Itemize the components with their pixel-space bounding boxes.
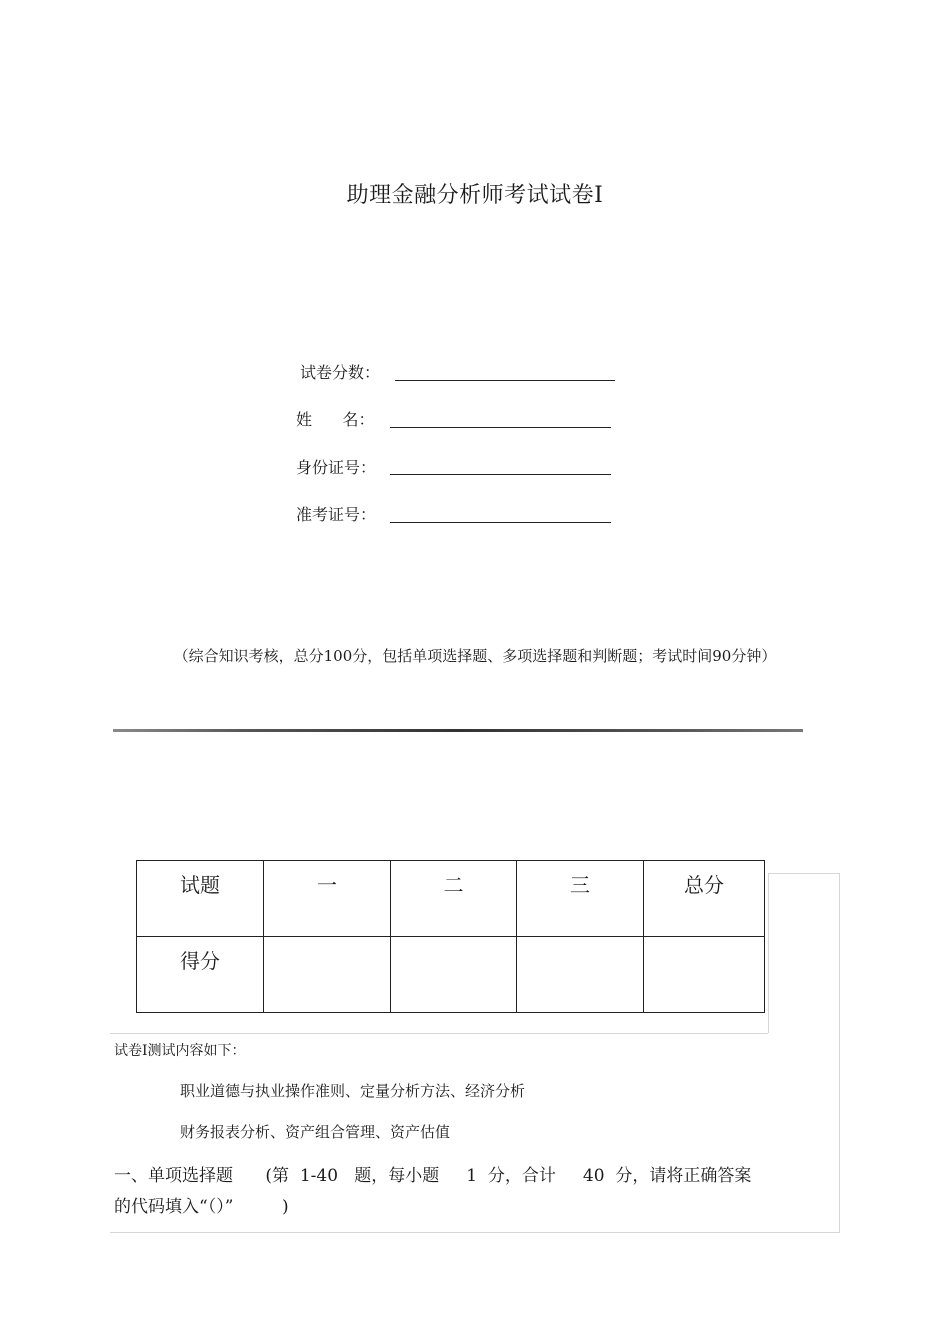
table-row-label: 得分: [137, 937, 264, 1013]
table-header-cell: 三: [517, 861, 644, 937]
content-intro: 试卷Ⅰ测试内容如下：: [114, 1043, 246, 1059]
field-line-name[interactable]: [390, 427, 611, 428]
score-cell[interactable]: [517, 937, 644, 1013]
field-line-score[interactable]: [395, 380, 615, 381]
field-line-admission-number[interactable]: [390, 522, 611, 523]
exam-note: （综合知识考核，总分100分，包括单项选择题、多项选择题和判断题；考试时间90分钟）: [173, 647, 777, 665]
score-table: [136, 860, 765, 1013]
table-row: [137, 937, 765, 1013]
content-item: 财务报表分析、资产组合管理、资产估值: [180, 1123, 451, 1141]
content-item: 职业道德与执业操作准则、定量分析方法、经济分析: [180, 1082, 526, 1100]
panel-border: [839, 873, 840, 1233]
table-row: [137, 861, 765, 937]
score-cell[interactable]: [391, 937, 517, 1013]
field-line-id-number[interactable]: [390, 474, 611, 475]
score-cell[interactable]: [644, 937, 765, 1013]
field-label-id-number: 身份证号：: [296, 458, 377, 477]
field-label-score: 试卷分数：: [300, 363, 381, 382]
section-divider: [113, 729, 803, 732]
table-header-cell: 试题: [137, 861, 264, 937]
field-label-name: 姓 名：: [296, 410, 375, 429]
panel-border: [110, 1232, 840, 1233]
section-one-heading: 一、单项选择题 (第 1-40 题，每小题 1 分，合计 40 分，请将正确答案: [114, 1166, 752, 1186]
panel-border: [768, 873, 769, 1033]
score-cell[interactable]: [264, 937, 391, 1013]
exam-title: 助理金融分析师考试试卷Ⅰ: [346, 183, 604, 208]
section-one-heading-cont: 的代码填入“（）” ): [114, 1197, 289, 1217]
table-header-cell: 总分: [644, 861, 765, 937]
panel-border: [110, 1033, 768, 1034]
table-header-cell: 一: [264, 861, 391, 937]
table-header-cell: 二: [391, 861, 517, 937]
field-label-admission-number: 准考证号：: [296, 505, 377, 524]
panel-border: [768, 873, 840, 874]
